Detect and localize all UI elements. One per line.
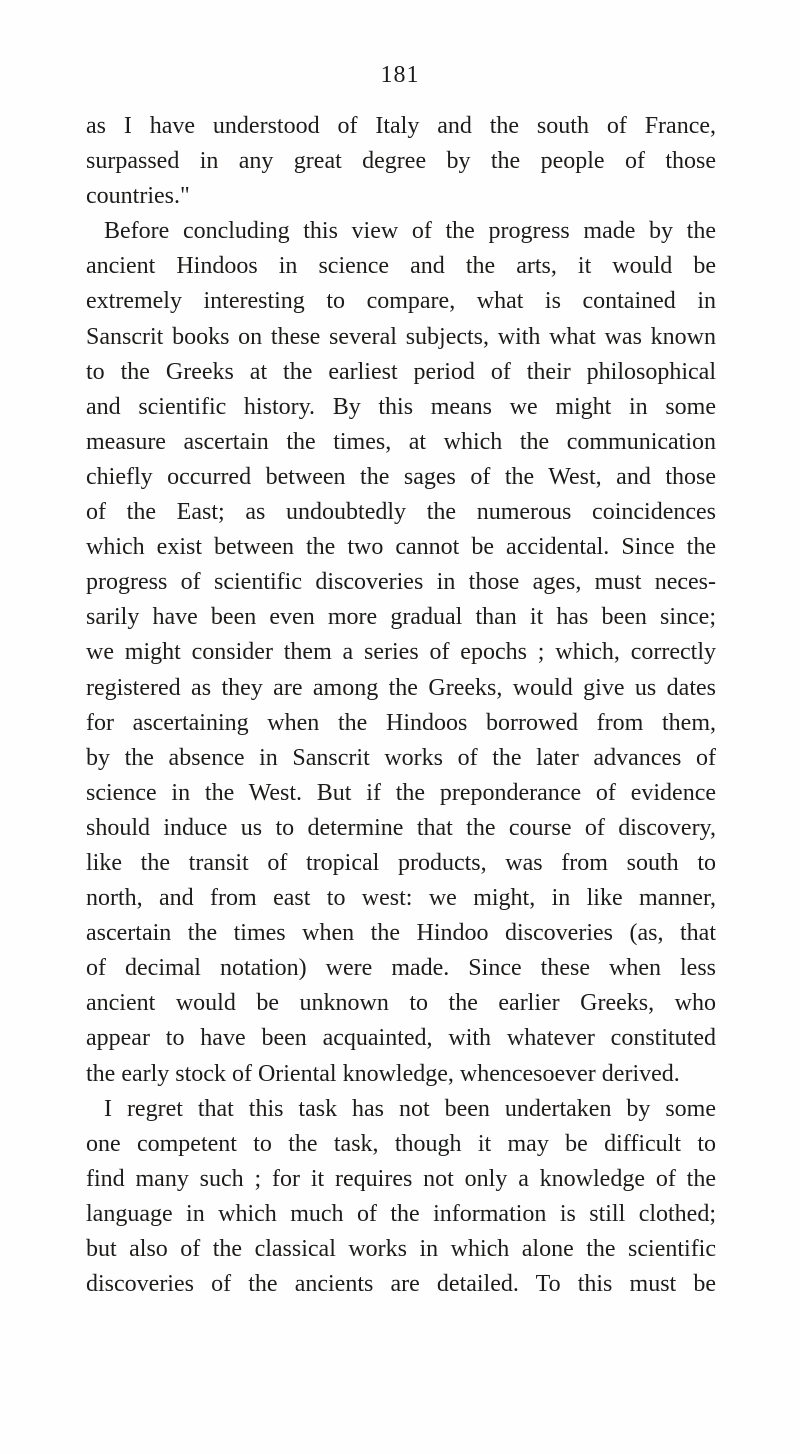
text-line: for ascertaining when the Hindoos borrowed from them, xyxy=(86,709,716,736)
text-line: measure ascertain the times, at which the communication xyxy=(86,428,716,455)
text-line: by the absence in Sanscrit works of the later advances of xyxy=(86,744,716,771)
text-line: as I have understood of Italy and the south of France, xyxy=(86,113,716,139)
text-line: Before concluding this view of the progress made by the xyxy=(104,218,716,245)
text-line: language in which much of the information is still clothed; xyxy=(86,1200,716,1227)
text-line: like the transit of tropical products, was from south to xyxy=(86,849,716,876)
text-line: north, and from east to west: we might, in like manner, xyxy=(86,885,716,912)
body-text xyxy=(86,109,716,1302)
text-line: ascertain the times when the Hindoo discoveries (as, that xyxy=(86,920,716,947)
text-line: and scientific history. By this means we might in some xyxy=(86,393,716,420)
text-line: but also of the classical works in which alone the scientific xyxy=(86,1236,716,1262)
text-line: of decimal notation) were made. Since these when less xyxy=(86,955,716,982)
text-line: surpassed in any great degree by the people of those xyxy=(86,148,716,175)
text-line: chiefly occurred between the sages of the West, and those xyxy=(86,463,716,490)
text-line: appear to have been acquainted, with whatever constituted xyxy=(86,1025,716,1052)
text-line: progress of scientific discoveries in those ages, must neces- xyxy=(86,569,716,596)
text-line: ancient would be unknown to the earlier Greeks, who xyxy=(86,990,716,1017)
text-line: science in the West. But if the preponderance of evidence xyxy=(86,779,716,806)
text-line: I regret that this task has not been undertaken by some xyxy=(104,1095,716,1122)
text-line: extremely interesting to compare, what is contained in xyxy=(86,288,716,315)
text-line: which exist between the two cannot be accidental. Since the xyxy=(86,534,716,561)
text-line: sarily have been even more gradual than it has been since; xyxy=(86,604,716,631)
text-line: to the Greeks at the earliest period of their philosophical xyxy=(86,358,716,385)
text-line: one competent to the task, though it may be difficult to xyxy=(86,1130,716,1157)
text-line: should induce us to determine that the course of discovery, xyxy=(86,814,716,841)
page-number: 181 xyxy=(380,62,420,88)
text-line: we might consider them a series of epochs ; which, correctly xyxy=(86,639,716,666)
text-line: find many such ; for it requires not only a knowledge of the xyxy=(86,1165,716,1192)
text-line: discoveries of the ancients are detailed. To this must be xyxy=(86,1271,716,1298)
text-line: registered as they are among the Greeks, would give us dates xyxy=(86,674,716,701)
text-line: of the East; as undoubtedly the numerous coincidences xyxy=(86,499,716,526)
text-line: ancient Hindoos in science and the arts, it would be xyxy=(86,253,716,280)
text-line: countries." xyxy=(86,183,190,210)
text-line: the early stock of Oriental knowledge, whencesoever derived. xyxy=(86,1060,680,1087)
text-line: Sanscrit books on these several subjects, with what was known xyxy=(86,323,716,350)
